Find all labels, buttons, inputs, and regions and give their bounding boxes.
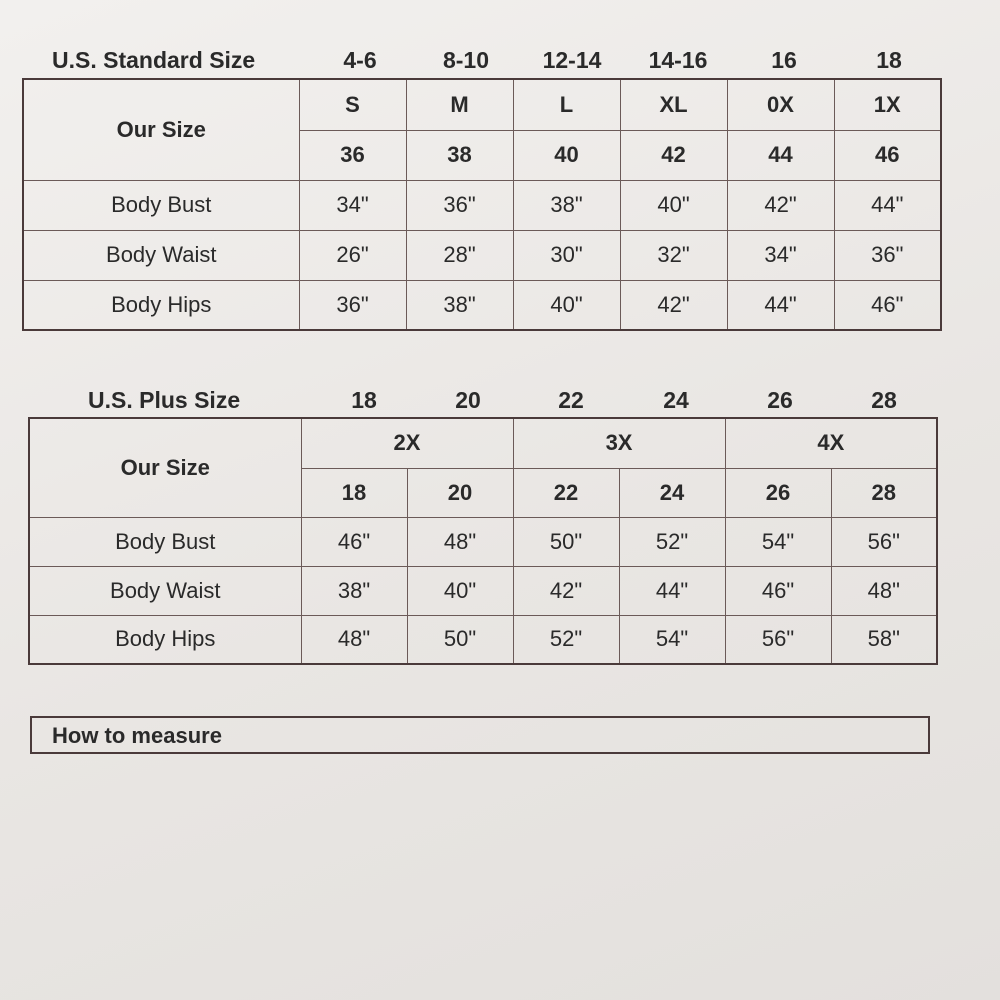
standard-us-size-4: 16 (771, 47, 797, 73)
measurement-cell: 42" (620, 280, 727, 330)
plus-size-header (0, 385, 1000, 415)
standard-size-title: U.S. Standard Size (52, 47, 256, 73)
standard-number-size: 36 (299, 130, 406, 180)
measurement-cell: 40" (513, 280, 620, 330)
measurement-cell: 44" (727, 280, 834, 330)
measurement-cell: 46" (725, 566, 831, 615)
measurement-cell: 26" (299, 230, 406, 280)
measurement-cell: 38" (301, 566, 407, 615)
plus-number-size: 20 (407, 468, 513, 517)
row-label: Body Waist (29, 566, 301, 615)
measurement-cell: 28" (406, 230, 513, 280)
plus-number-size: 22 (513, 468, 619, 517)
standard-letter-size: M (406, 79, 513, 130)
standard-size-header (0, 45, 1000, 75)
measurement-cell: 36" (299, 280, 406, 330)
measurement-cell: 30" (513, 230, 620, 280)
row-label: Body Waist (23, 230, 299, 280)
row-label: Body Bust (29, 517, 301, 566)
standard-letter-size: S (299, 79, 406, 130)
plus-size-table (28, 417, 938, 665)
measurement-cell: 36" (406, 180, 513, 230)
plus-group-size-row (29, 418, 937, 468)
measurement-cell: 32" (620, 230, 727, 280)
standard-us-size-3: 14-16 (648, 47, 708, 73)
standard-us-size-2: 12-14 (542, 47, 602, 73)
standard-bust-row (23, 180, 941, 230)
row-label: Body Hips (29, 615, 301, 664)
how-to-measure-label: How to measure (52, 723, 222, 748)
plus-waist-row (29, 566, 937, 615)
plus-us-size-3: 24 (663, 387, 689, 413)
measurement-cell: 52" (513, 615, 619, 664)
plus-us-size-0: 18 (351, 387, 377, 413)
measurement-cell: 50" (513, 517, 619, 566)
plus-hips-row (29, 615, 937, 664)
plus-us-size-1: 20 (455, 387, 481, 413)
plus-number-size: 28 (831, 468, 937, 517)
measurement-cell: 36" (834, 230, 941, 280)
standard-us-size-1: 8-10 (442, 47, 490, 73)
standard-waist-row (23, 230, 941, 280)
standard-number-size: 38 (406, 130, 513, 180)
standard-size-table (22, 78, 942, 331)
measurement-cell: 58" (831, 615, 937, 664)
standard-us-size-0: 4-6 (343, 47, 377, 73)
plus-group-size: 4X (725, 418, 937, 468)
standard-number-size: 44 (727, 130, 834, 180)
standard-letter-size-row (23, 79, 941, 130)
measurement-cell: 44" (619, 566, 725, 615)
plus-our-size-label: Our Size (29, 418, 301, 517)
standard-letter-size: 1X (834, 79, 941, 130)
how-to-measure-box (30, 716, 930, 754)
plus-number-size: 24 (619, 468, 725, 517)
standard-letter-size: L (513, 79, 620, 130)
standard-number-size: 42 (620, 130, 727, 180)
standard-letter-size: XL (620, 79, 727, 130)
plus-us-size-2: 22 (558, 387, 584, 413)
measurement-cell: 46" (301, 517, 407, 566)
plus-group-size: 3X (513, 418, 725, 468)
measurement-cell: 56" (725, 615, 831, 664)
row-label: Body Hips (23, 280, 299, 330)
plus-bust-row (29, 517, 937, 566)
plus-number-size: 26 (725, 468, 831, 517)
plus-size-title: U.S. Plus Size (88, 387, 241, 413)
measurement-cell: 56" (831, 517, 937, 566)
measurement-cell: 38" (406, 280, 513, 330)
standard-our-size-label: Our Size (23, 79, 299, 180)
measurement-cell: 54" (619, 615, 725, 664)
row-label: Body Bust (23, 180, 299, 230)
standard-letter-size: 0X (727, 79, 834, 130)
measurement-cell: 50" (407, 615, 513, 664)
measurement-cell: 34" (299, 180, 406, 230)
measurement-cell: 48" (407, 517, 513, 566)
standard-hips-row (23, 280, 941, 330)
plus-us-size-5: 28 (871, 387, 897, 413)
measurement-cell: 48" (301, 615, 407, 664)
measurement-cell: 54" (725, 517, 831, 566)
measurement-cell: 46" (834, 280, 941, 330)
measurement-cell: 52" (619, 517, 725, 566)
standard-number-size: 46 (834, 130, 941, 180)
measurement-cell: 34" (727, 230, 834, 280)
plus-us-size-4: 26 (767, 387, 793, 413)
measurement-cell: 40" (620, 180, 727, 230)
measurement-cell: 48" (831, 566, 937, 615)
measurement-cell: 40" (407, 566, 513, 615)
measurement-cell: 44" (834, 180, 941, 230)
standard-number-size: 40 (513, 130, 620, 180)
plus-group-size: 2X (301, 418, 513, 468)
standard-us-size-5: 18 (876, 47, 902, 73)
measurement-cell: 42" (727, 180, 834, 230)
measurement-cell: 38" (513, 180, 620, 230)
measurement-cell: 42" (513, 566, 619, 615)
plus-number-size: 18 (301, 468, 407, 517)
